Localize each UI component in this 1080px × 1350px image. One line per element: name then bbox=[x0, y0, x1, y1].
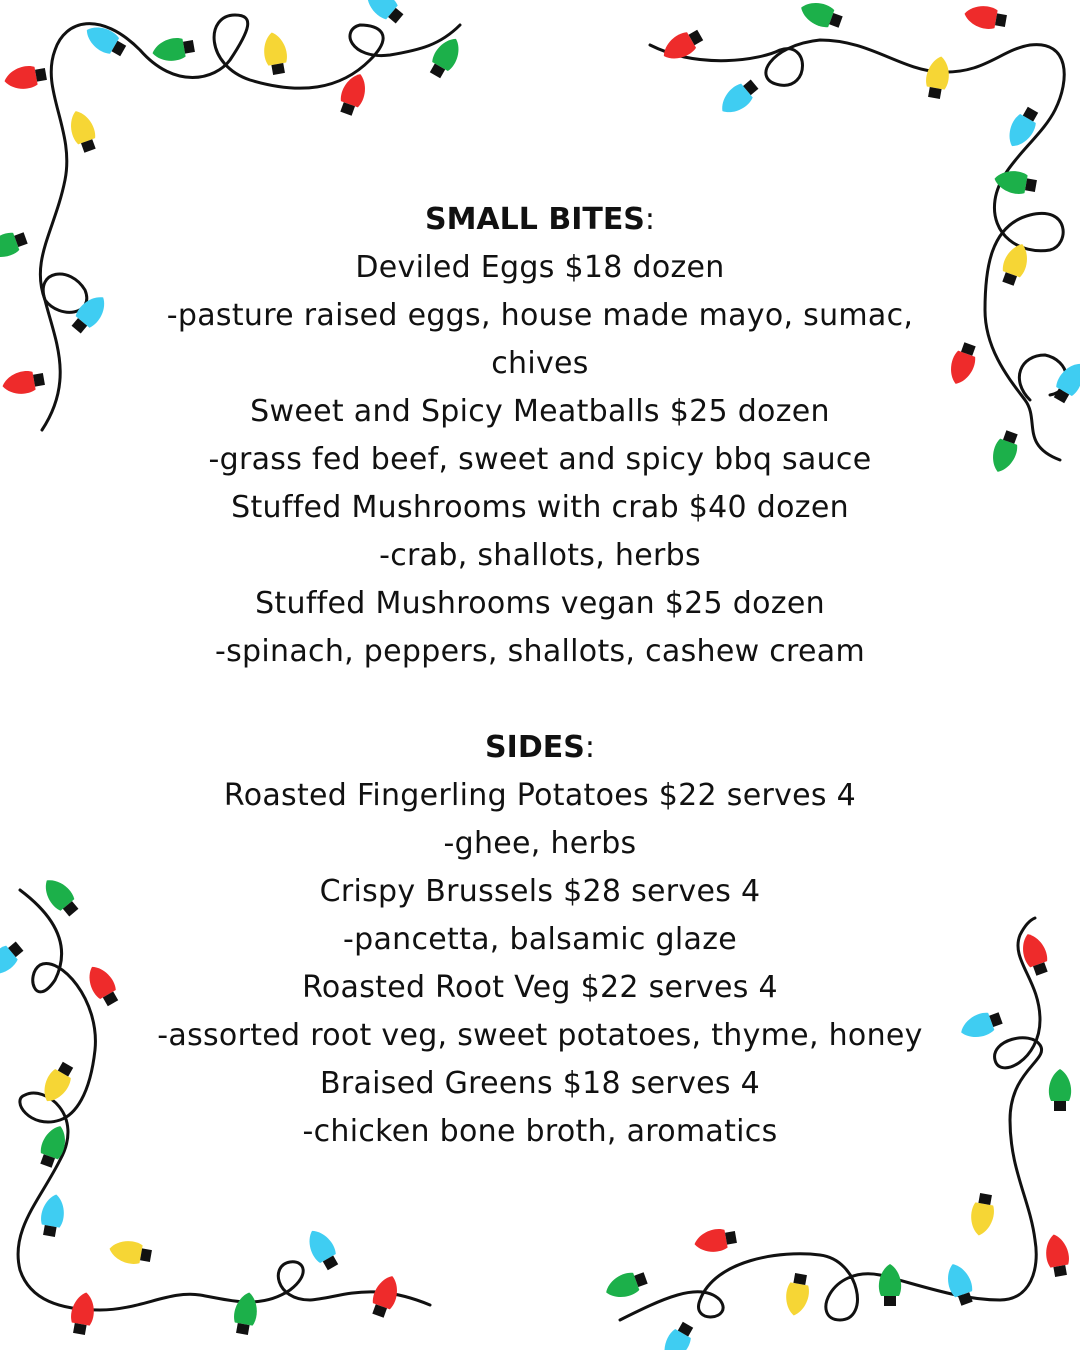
bulb-socket bbox=[73, 1323, 87, 1335]
bulb-socket bbox=[33, 373, 45, 387]
section-title: SIDES bbox=[485, 730, 585, 765]
bulb-socket bbox=[978, 1193, 992, 1205]
light-wire bbox=[43, 274, 87, 312]
bulb-body bbox=[968, 1202, 996, 1237]
light-bulb-icon bbox=[923, 55, 952, 100]
bulb-body bbox=[879, 1264, 901, 1296]
light-bulb-icon bbox=[1049, 358, 1080, 406]
light-bulb-icon bbox=[1017, 930, 1052, 977]
item-description: -chicken bone broth, aromatics bbox=[302, 1114, 778, 1149]
menu bbox=[90, 196, 990, 1156]
item-name: Roasted Root Veg $22 serves 4 bbox=[302, 970, 778, 1005]
item-name: Deviled Eggs $18 dozen bbox=[355, 250, 725, 285]
menu-item bbox=[90, 964, 990, 1060]
item-name: Crispy Brussels $28 serves 4 bbox=[319, 874, 761, 909]
light-bulb-icon bbox=[108, 1238, 153, 1267]
light-bulb-icon bbox=[68, 1291, 97, 1336]
section-gap bbox=[90, 676, 990, 724]
item-name: Stuffed Mushrooms with crab $40 dozen bbox=[231, 490, 849, 525]
menu-item bbox=[90, 580, 990, 676]
light-bulb-icon bbox=[302, 1225, 342, 1273]
menu-item bbox=[90, 388, 990, 484]
bulb-body bbox=[261, 31, 289, 66]
bulb-socket bbox=[995, 13, 1007, 27]
light-bulb-icon bbox=[151, 35, 196, 64]
bulb-socket bbox=[1025, 178, 1037, 192]
bulb-socket bbox=[271, 63, 285, 75]
light-bulb-icon bbox=[997, 240, 1032, 287]
light-bulb-icon bbox=[1002, 104, 1042, 152]
item-description: -crab, shallots, herbs bbox=[379, 538, 701, 573]
item-description: -ghee, herbs bbox=[443, 826, 637, 861]
light-bulb-icon bbox=[231, 1291, 260, 1336]
light-bulb-icon bbox=[693, 1226, 738, 1255]
item-description: -spinach, peppers, shallots, cashew cream bbox=[215, 634, 865, 669]
bulb-socket bbox=[140, 1248, 152, 1262]
item-name: Stuffed Mushrooms vegan $25 dozen bbox=[255, 586, 825, 621]
section-heading bbox=[90, 196, 990, 244]
light-bulb-icon bbox=[0, 227, 29, 262]
bulb-body bbox=[1049, 1069, 1071, 1101]
light-bulb-icon bbox=[360, 0, 407, 27]
item-description: -assorted root veg, sweet potatoes, thyme, honey bbox=[157, 1018, 923, 1053]
bulb-socket bbox=[793, 1273, 807, 1285]
light-bulb-icon bbox=[797, 0, 844, 33]
bulb-socket bbox=[928, 87, 942, 99]
menu-item bbox=[90, 868, 990, 964]
bulb-body bbox=[151, 37, 186, 65]
item-description: -pasture raised eggs, house made mayo, sumac, chives bbox=[166, 298, 914, 381]
light-bulb-icon bbox=[657, 1319, 697, 1350]
bulb-socket bbox=[236, 1323, 250, 1335]
bulb-body bbox=[40, 1193, 68, 1228]
bulb-socket bbox=[884, 1296, 896, 1306]
light-bulb-icon bbox=[261, 31, 290, 76]
bulb-socket bbox=[43, 1225, 57, 1237]
section-title: SMALL BITES bbox=[424, 202, 645, 237]
bulb-body bbox=[783, 1282, 811, 1317]
bulb-body bbox=[3, 65, 38, 93]
bulb-body bbox=[108, 1238, 143, 1266]
light-bulb-icon bbox=[425, 33, 465, 81]
light-bulb-icon bbox=[0, 938, 27, 982]
item-name: Braised Greens $18 serves 4 bbox=[319, 1066, 761, 1101]
light-bulb-icon bbox=[38, 1193, 67, 1238]
light-bulb-icon bbox=[715, 76, 762, 120]
bulb-socket bbox=[1053, 1265, 1067, 1277]
light-bulb-icon bbox=[1043, 1233, 1072, 1278]
light-bulb-icon bbox=[879, 1264, 901, 1306]
section-colon: : bbox=[644, 202, 656, 237]
light-bulb-icon bbox=[602, 1267, 649, 1302]
section-small-bites bbox=[90, 196, 990, 676]
light-bulb-icon bbox=[3, 63, 48, 92]
menu-item bbox=[90, 484, 990, 580]
bulb-socket bbox=[183, 40, 195, 54]
section-heading bbox=[90, 724, 990, 772]
bulb-body bbox=[925, 55, 953, 90]
bulb-body bbox=[963, 3, 998, 31]
section-colon: : bbox=[584, 730, 595, 765]
item-description: -pancetta, balsamic glaze bbox=[342, 922, 738, 957]
bulb-socket bbox=[725, 1231, 737, 1245]
light-bulb-icon bbox=[987, 429, 1022, 476]
light-bulb-icon bbox=[1049, 1069, 1071, 1111]
light-bulb-icon bbox=[993, 168, 1038, 197]
light-bulb-icon bbox=[1, 368, 46, 397]
menu-item bbox=[90, 1060, 990, 1156]
light-bulb-icon bbox=[37, 1059, 77, 1107]
light-bulb-icon bbox=[65, 107, 100, 154]
item-description: -grass fed beef, sweet and spicy bbq sauce bbox=[208, 442, 872, 477]
section-sides bbox=[90, 724, 990, 1156]
bulb-body bbox=[693, 1228, 728, 1256]
bulb-body bbox=[1043, 1233, 1071, 1268]
item-name: Roasted Fingerling Potatoes $22 serves 4 bbox=[223, 778, 857, 813]
menu-item bbox=[90, 772, 990, 868]
light-bulb-icon bbox=[335, 70, 370, 117]
item-name: Sweet and Spicy Meatballs $25 dozen bbox=[250, 394, 830, 429]
menu-item bbox=[90, 244, 990, 388]
bulb-socket bbox=[1054, 1101, 1066, 1111]
bulb-socket bbox=[35, 68, 47, 82]
light-bulb-icon bbox=[963, 3, 1008, 32]
bulb-body bbox=[1, 370, 36, 398]
light-bulb-icon bbox=[942, 1260, 977, 1307]
bulb-body bbox=[233, 1291, 261, 1326]
bulb-body bbox=[70, 1291, 98, 1326]
bulb-body bbox=[797, 0, 835, 29]
light-bulb-icon bbox=[968, 1192, 997, 1237]
light-bulb-icon bbox=[783, 1272, 812, 1317]
